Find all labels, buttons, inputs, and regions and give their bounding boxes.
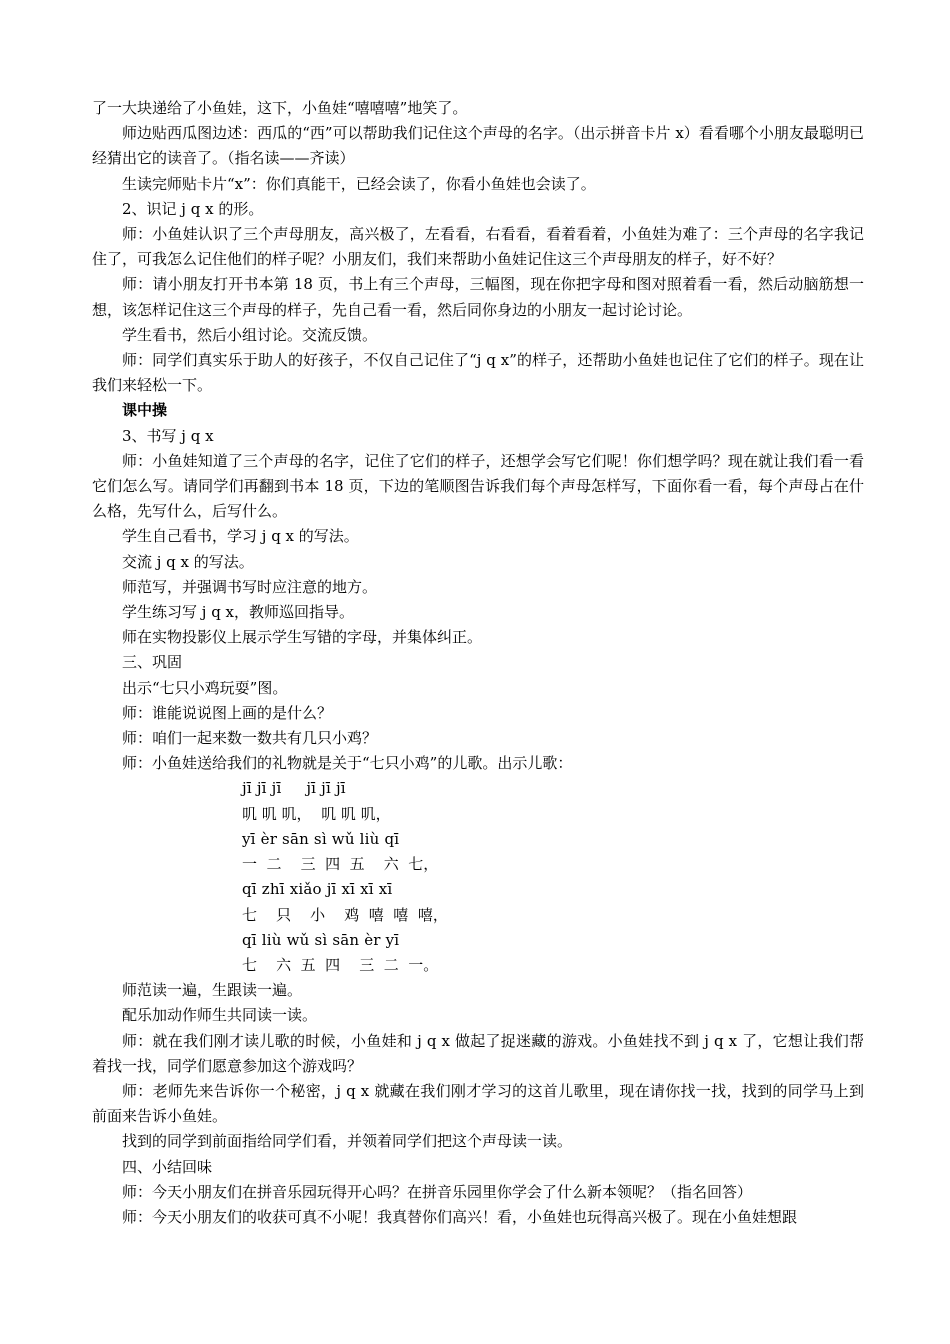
song-pinyin-line: yī èr sān sì wǔ liù qī xyxy=(242,829,400,848)
paragraph: 师：咱们一起来数一数共有几只小鸡？ xyxy=(122,729,378,748)
paragraph: 出示“七只小鸡玩耍”图。 xyxy=(122,678,288,697)
song-hanzi-line: 七 只 小 鸡 嘻 嘻 嘻， xyxy=(242,905,448,924)
song-hanzi-line: 七 六 五 四 三 二 一。 xyxy=(242,955,439,974)
document-page xyxy=(92,96,864,1230)
paragraph: 交流 j q x 的写法。 xyxy=(122,552,254,571)
paragraph: 师范读一遍，生跟读一遍。 xyxy=(122,981,303,1000)
paragraph: 学生自己看书，学习 j q x 的写法。 xyxy=(122,527,359,546)
paragraph: 师：请小朋友打开书本第 18 页，书上有三个声母，三幅图，现在你把字母和图对照着看一看，然后动脑筋想一想，该怎样记住这三个声母的样子，先自己看一看，然后同你身边的小朋友一起讨论讨论。 xyxy=(92,275,864,319)
paragraph: 四、小结回味 xyxy=(122,1157,213,1176)
paragraph: 师在实物投影仪上展示学生写错的字母，并集体纠正。 xyxy=(122,628,483,647)
paragraph: 师：小鱼娃认识了三个声母朋友，高兴极了，左看看，右看看，看着看着，小鱼娃为难了：三个声母的名字我记住了，可我怎么记住他们的样子呢？小朋友们，我们来帮助小鱼娃记住这三个声母朋友的样子，好不好？ xyxy=(92,225,864,269)
paragraph: 师边贴西瓜图边述：西瓜的“西”可以帮助我们记住这个声母的名字。（出示拼音卡片 x）看看哪个小朋友最聪明已经猜出它的读音了。（指名读——齐读） xyxy=(92,124,864,168)
paragraphs-after-song xyxy=(92,978,864,1230)
paragraphs-before-song xyxy=(92,96,864,776)
paragraph: 师：谁能说说图上画的是什么？ xyxy=(122,703,333,722)
song-hanzi-line: 叽 叽 叽， 叽 叽 叽， xyxy=(242,804,391,823)
paragraph: 师：今天小朋友们的收获可真不小呢！我真替你们高兴！看，小鱼娃也玩得高兴极了。现在小鱼娃想跟 xyxy=(122,1207,798,1226)
paragraph: 3、书写 j q x xyxy=(122,426,214,445)
song-pinyin-line: jī jī jī jī jī jī xyxy=(242,779,346,798)
paragraph: 找到的同学到前面指给同学们看，并领着同学们把这个声母读一读。 xyxy=(122,1132,573,1151)
paragraph: 2、识记 j q x 的形。 xyxy=(122,199,264,218)
paragraph: 师范写，并强调书写时应注意的地方。 xyxy=(122,577,378,596)
paragraph: 学生看书，然后小组讨论。交流反馈。 xyxy=(122,325,378,344)
paragraph: 了一大块递给了小鱼娃，这下，小鱼娃“嘻嘻嘻”地笑了。 xyxy=(92,99,468,117)
paragraph: 师：小鱼娃送给我们的礼物就是关于“七只小鸡”的儿歌。出示儿歌： xyxy=(122,754,573,773)
paragraph: 生读完师贴卡片“x”：你们真能干，已经会读了，你看小鱼娃也会读了。 xyxy=(122,174,596,193)
children-song xyxy=(92,776,864,978)
paragraph: 师：同学们真实乐于助人的好孩子，不仅自己记住了“j q x”的样子，还帮助小鱼娃也记住了它们的样子。现在让我们来轻松一下。 xyxy=(92,351,864,395)
paragraph: 师：老师先来告诉你一个秘密，j q x 就藏在我们刚才学习的这首儿歌里，现在请你找一找，找到的同学马上到前面来告诉小鱼娃。 xyxy=(92,1081,864,1126)
section-heading: 课中操 xyxy=(122,401,168,420)
paragraph: 师：今天小朋友们在拼音乐园玩得开心吗？在拼音乐园里你学会了什么新本领呢？（指名回答） xyxy=(122,1182,753,1201)
paragraph: 学生练习写 j q x，教师巡回指导。 xyxy=(122,603,355,622)
song-hanzi-line: 一 二 三 四 五 六 七， xyxy=(242,855,439,874)
paragraph: 师：小鱼娃知道了三个声母的名字，记住了它们的样子，还想学会写它们呢！你们想学吗？现在就让我们看一看它们怎么写。请同学们再翻到书本 18 页，下边的笔顺图告诉我们每个声母怎样写，下面你看一看，每个声母占在什么格，先写什么，后写什么。 xyxy=(92,451,864,521)
song-pinyin-line: qī liù wǔ sì sān èr yī xyxy=(242,930,400,949)
paragraph: 配乐加动作师生共同读一读。 xyxy=(122,1006,318,1025)
paragraph: 三、巩固 xyxy=(122,653,183,672)
song-pinyin-line: qī zhī xiǎo jī xī xī xī xyxy=(242,880,393,899)
paragraph: 师：就在我们刚才读儿歌的时候，小鱼娃和 j q x 做起了捉迷藏的游戏。小鱼娃找不到 j q x 了，它想让我们帮着找一找，同学们愿意参加这个游戏吗？ xyxy=(92,1031,864,1075)
